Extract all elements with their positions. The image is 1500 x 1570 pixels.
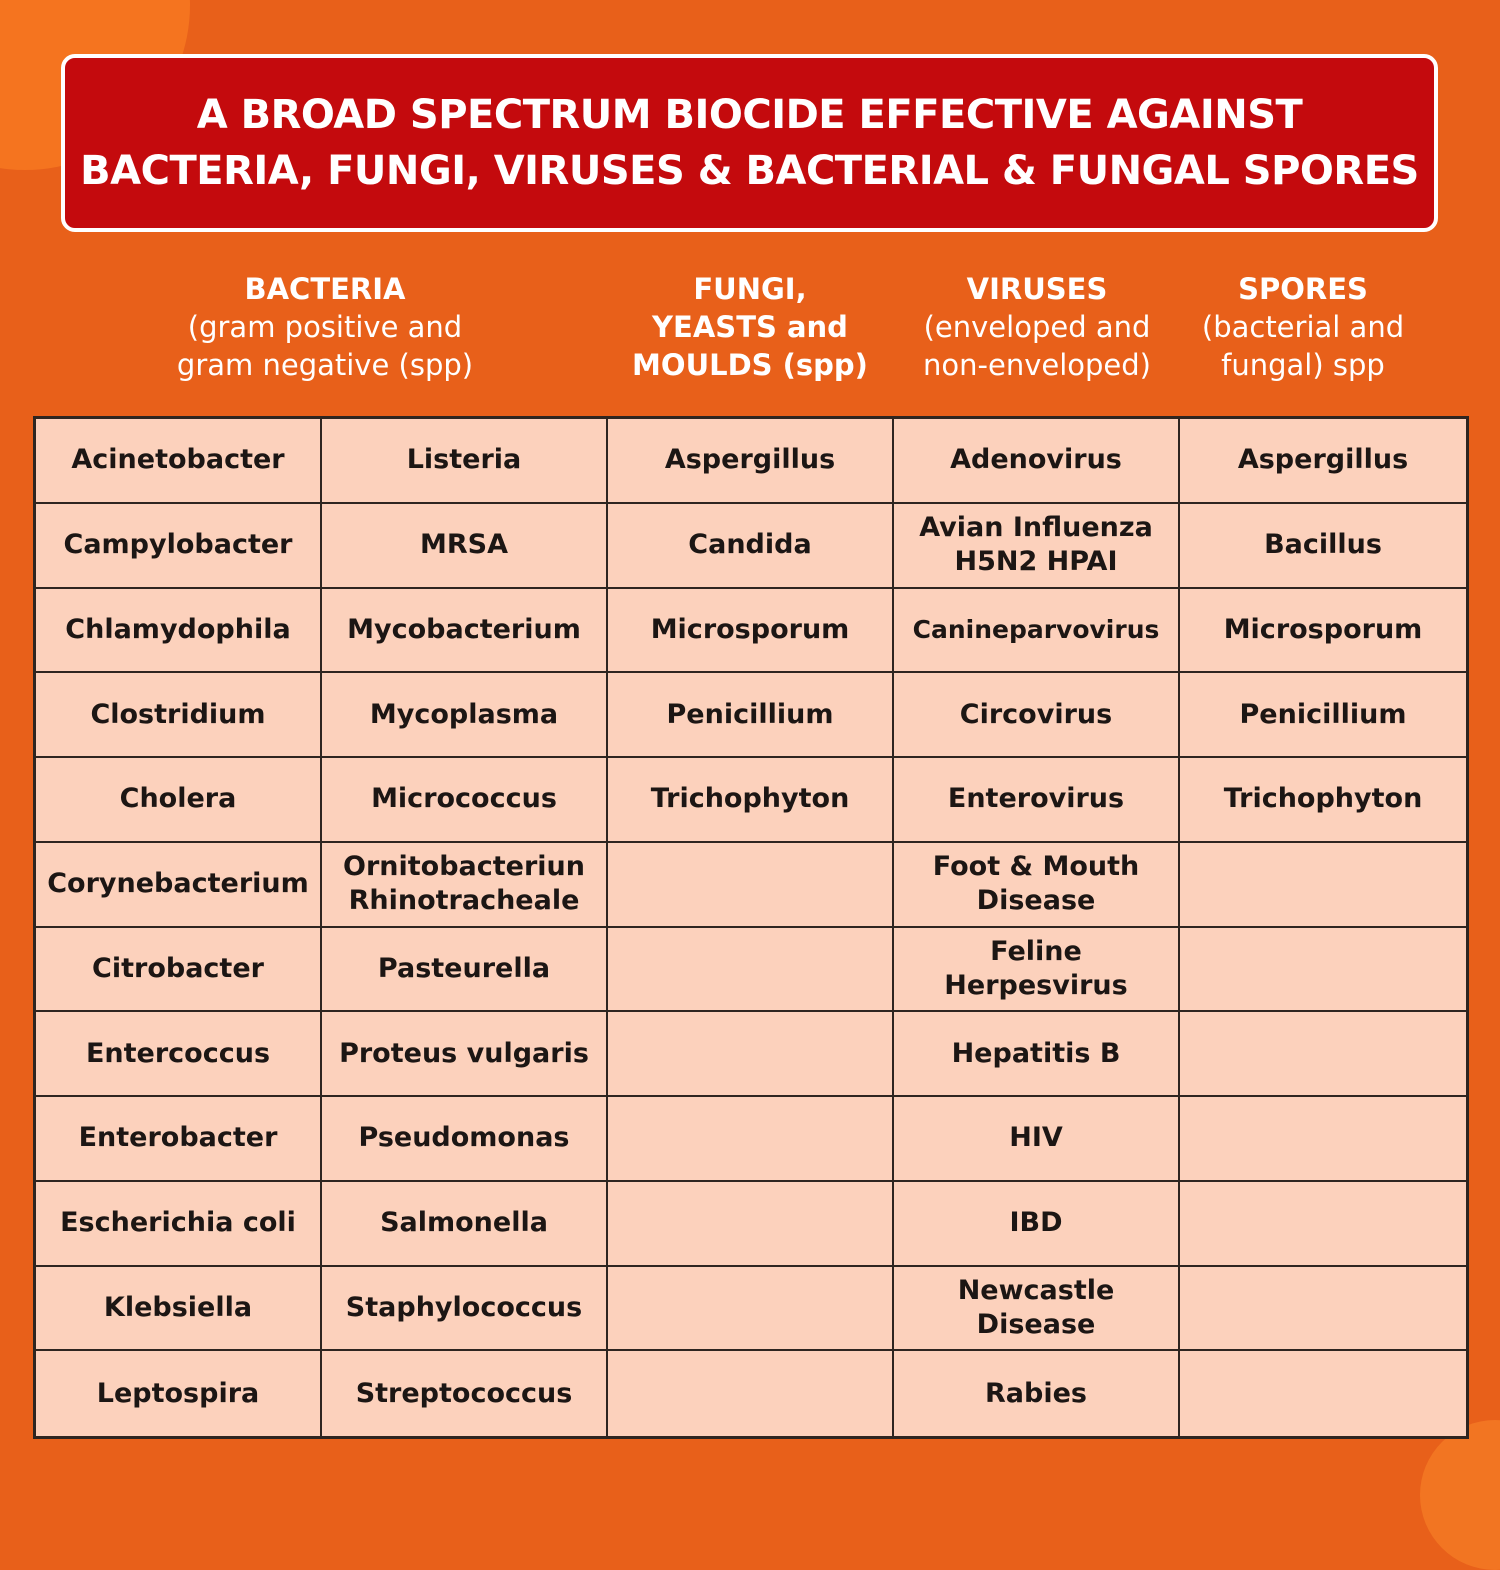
table-cell: Canineparvovirus	[894, 589, 1180, 674]
table-cell: Mycobacterium	[322, 589, 608, 674]
table-cell: Bacillus	[1180, 504, 1466, 589]
table-cell: Hepatitis B	[894, 1012, 1180, 1097]
table-cell: Staphylococcus	[322, 1267, 608, 1352]
table-cell: Leptospira	[36, 1351, 322, 1436]
table-cell: Microsporum	[1180, 589, 1466, 674]
table-cell	[1180, 1097, 1466, 1182]
table-cell: Escherichia coli	[36, 1182, 322, 1267]
table-cell: Avian Influenza H5N2 HPAI	[894, 504, 1180, 589]
table-cell: Streptococcus	[322, 1351, 608, 1436]
table-cell: Cholera	[36, 758, 322, 843]
table-cell	[608, 928, 894, 1013]
header-fungi-line-1: FUNGI,	[693, 272, 807, 306]
table-cell: Rabies	[894, 1351, 1180, 1436]
header-bacteria-line-1: BACTERIA	[244, 272, 406, 306]
table-cell	[608, 1267, 894, 1352]
table-cell: Enterovirus	[894, 758, 1180, 843]
table-cell: Acinetobacter	[36, 419, 322, 504]
table-cell: Pasteurella	[322, 928, 608, 1013]
header-fungi-line-3: MOULDS (spp)	[632, 348, 868, 382]
table-cell: Trichophyton	[608, 758, 894, 843]
table-cell: Microsporum	[608, 589, 894, 674]
header-viruses	[923, 270, 1151, 384]
title-line-1: A BROAD SPECTRUM BIOCIDE EFFECTIVE AGAINST	[196, 92, 1303, 138]
table-cell	[1180, 1012, 1466, 1097]
table-cell	[608, 1351, 894, 1436]
table-cell: Aspergillus	[1180, 419, 1466, 504]
table-cell: Proteus vulgaris	[322, 1012, 608, 1097]
organism-table	[33, 416, 1469, 1439]
header-viruses-line-3: non-enveloped)	[923, 348, 1151, 382]
table-cell: Newcastle Disease	[894, 1267, 1180, 1352]
table-cell: Mycoplasma	[322, 673, 608, 758]
table-cell: Pseudomonas	[322, 1097, 608, 1182]
title-line-2: BACTERIA, FUNGI, VIRUSES & BACTERIAL & FUNGAL SPORES	[80, 148, 1419, 194]
table-cell	[1180, 928, 1466, 1013]
table-cell: IBD	[894, 1182, 1180, 1267]
header-bacteria	[177, 270, 473, 384]
header-spores-line-2: (bacterial and	[1201, 310, 1405, 344]
table-cell: Trichophyton	[1180, 758, 1466, 843]
header-spores-line-3: fungal) spp	[1221, 348, 1385, 382]
table-cell	[1180, 1182, 1466, 1267]
table-cell: Enterobacter	[36, 1097, 322, 1182]
table-cell: Penicillium	[1180, 673, 1466, 758]
header-spores	[1202, 270, 1404, 384]
table-cell: Campylobacter	[36, 504, 322, 589]
table-cell	[1180, 1351, 1466, 1436]
table-cell: Clostridium	[36, 673, 322, 758]
table-cell: Corynebacterium	[36, 843, 322, 928]
table-cell: Salmonella	[322, 1182, 608, 1267]
table-cell: Klebsiella	[36, 1267, 322, 1352]
table-cell: Adenovirus	[894, 419, 1180, 504]
table-cell: Entercoccus	[36, 1012, 322, 1097]
table-cell	[608, 1182, 894, 1267]
header-fungi-line-2: YEASTS and	[652, 310, 848, 344]
title-banner	[61, 54, 1438, 232]
table-cell: Aspergillus	[608, 419, 894, 504]
table-cell: Circovirus	[894, 673, 1180, 758]
table-cell	[1180, 1267, 1466, 1352]
table-cell	[608, 843, 894, 928]
header-spores-line-1: SPORES	[1238, 272, 1368, 306]
header-fungi	[632, 270, 868, 384]
table-cell: Feline Herpesvirus	[894, 928, 1180, 1013]
table-cell: Chlamydophila	[36, 589, 322, 674]
table-cell	[608, 1012, 894, 1097]
table-cell: Micrococcus	[322, 758, 608, 843]
table-cell	[1180, 843, 1466, 928]
header-viruses-line-1: VIRUSES	[966, 272, 1108, 306]
table-cell: HIV	[894, 1097, 1180, 1182]
table-cell: Citrobacter	[36, 928, 322, 1013]
header-bacteria-line-2: (gram positive and	[187, 310, 463, 344]
table-cell: Listeria	[322, 419, 608, 504]
table-cell: MRSA	[322, 504, 608, 589]
table-cell: Penicillium	[608, 673, 894, 758]
table-cell: Ornitobacteriun Rhinotracheale	[322, 843, 608, 928]
header-bacteria-line-3: gram negative (spp)	[176, 348, 474, 382]
table-cell	[608, 1097, 894, 1182]
background-blob-bottom-right	[1420, 1420, 1500, 1570]
header-viruses-line-2: (enveloped and	[923, 310, 1151, 344]
table-cell: Candida	[608, 504, 894, 589]
table-cell: Foot & Mouth Disease	[894, 843, 1180, 928]
